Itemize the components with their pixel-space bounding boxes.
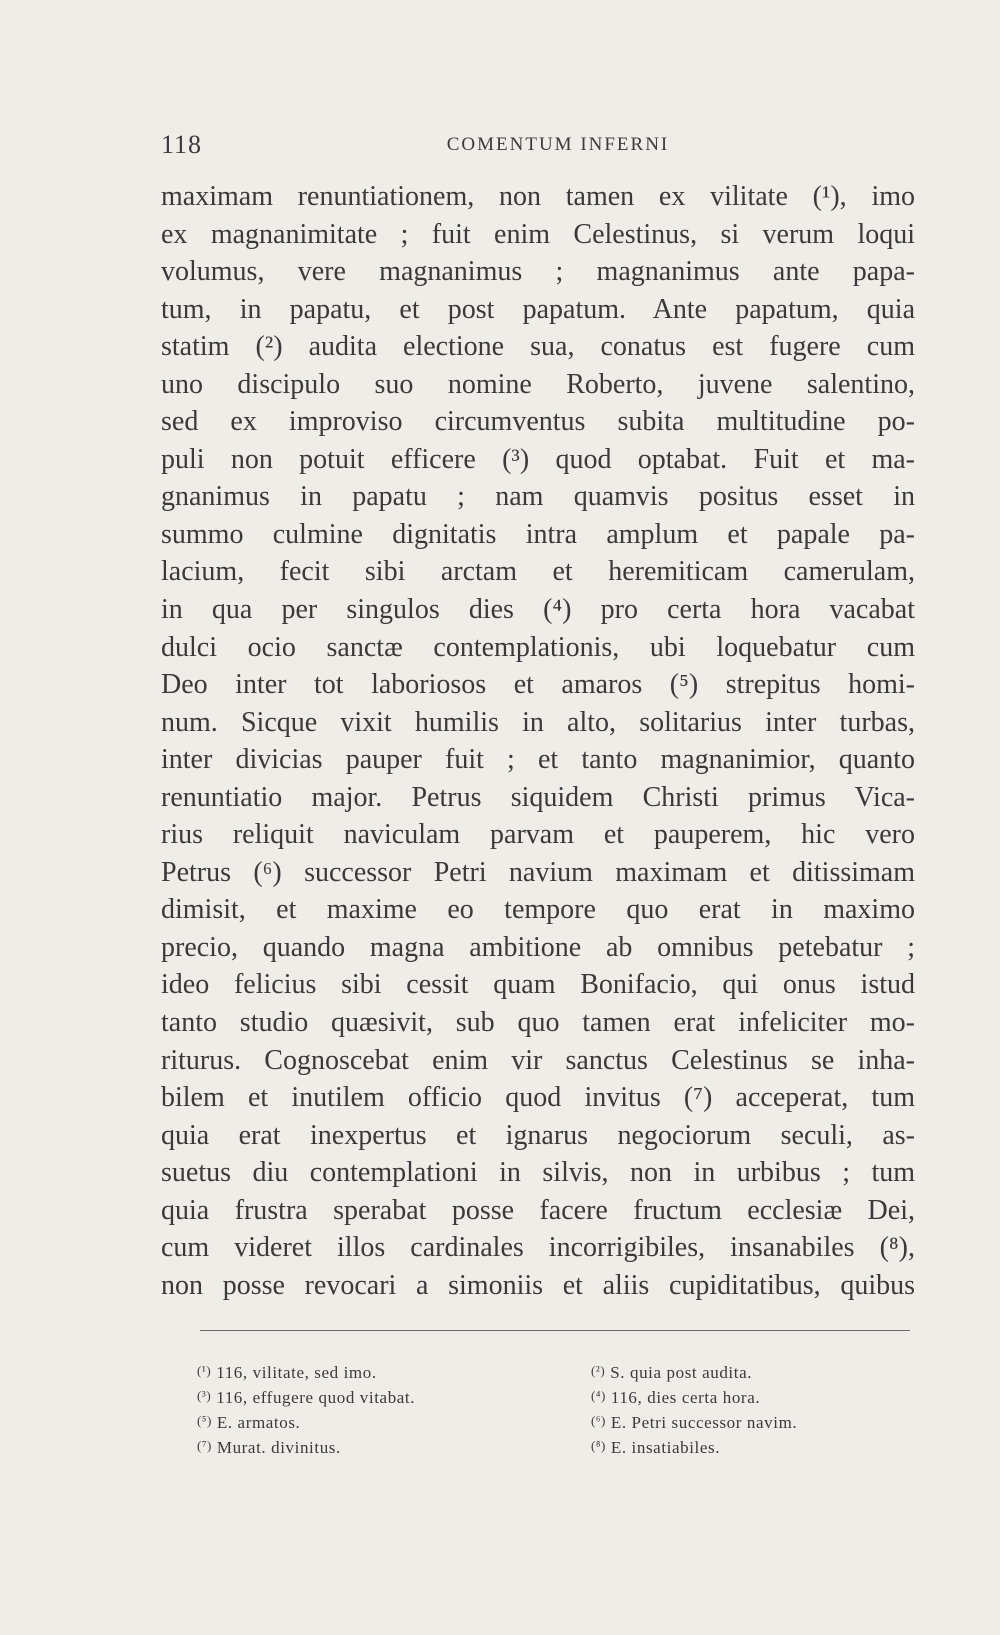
footnotes-right-column xyxy=(591,1358,931,1458)
footnote xyxy=(197,1408,537,1433)
text-line: rius reliquit naviculam parvam et pauperem, hic vero xyxy=(161,819,915,851)
text-line: dulci ocio sanctæ contemplationis, ubi loquebatur cum xyxy=(161,631,915,663)
text-line: tanto studio quæsivit, sub quo tamen erat infeliciter mo- xyxy=(161,1007,915,1039)
footnote xyxy=(591,1408,931,1433)
text-line: puli non potuit efficere (³) quod optabat. Fuit et ma- xyxy=(161,443,915,475)
text-line: Deo inter tot laboriosos et amaros (⁵) strepitus homi- xyxy=(161,669,915,701)
footnote-marker: (⁶) xyxy=(591,1413,606,1428)
text-line: gnanimus in papatu ; nam quamvis positus esset in xyxy=(161,481,915,513)
text-line: renuntiatio major. Petrus siquidem Christi primus Vica- xyxy=(161,781,915,813)
footnote-text: E. armatos. xyxy=(216,1413,301,1432)
text-line: quia frustra sperabat posse facere fructum ecclesiæ Dei, xyxy=(161,1194,915,1226)
footnote-marker: (⁵) xyxy=(197,1413,212,1428)
footnote-text: S. quia post audita. xyxy=(610,1363,753,1382)
text-line: suetus diu contemplationi in silvis, non in urbibus ; tum xyxy=(161,1157,915,1189)
text-line: ex magnanimitate ; fuit enim Celestinus, si verum loqui xyxy=(161,218,915,250)
running-title: COMENTUM INFERNI xyxy=(446,134,670,155)
body-text xyxy=(161,178,915,1304)
text-line: num. Sicque vixit humilis in alto, solitarius inter turbas, xyxy=(161,706,915,738)
text-line: Petrus (⁶) successor Petri navium maximam et ditissimam xyxy=(161,856,915,888)
text-line: riturus. Cognoscebat enim vir sanctus Celestinus se inha- xyxy=(161,1044,915,1076)
text-line: bilem et inutilem officio quod invitus (⁷) acceperat, tum xyxy=(161,1082,915,1114)
text-line: ideo felicius sibi cessit quam Bonifacio, qui onus istud xyxy=(161,969,915,1001)
text-line: in qua per singulos dies (⁴) pro certa hora vacabat xyxy=(161,594,915,626)
footnote xyxy=(591,1433,931,1458)
text-line: volumus, vere magnanimus ; magnanimus ante papa- xyxy=(161,256,915,288)
text-line: quia erat inexpertus et ignarus negociorum seculi, as- xyxy=(161,1119,915,1151)
text-line: inter divicias pauper fuit ; et tanto magnanimior, quanto xyxy=(161,744,915,776)
text-line: lacium, fecit sibi arctam et heremiticam camerulam, xyxy=(161,556,915,588)
footnote-divider xyxy=(200,1330,910,1331)
text-line: uno discipulo suo nomine Roberto, juvene salentino, xyxy=(161,368,915,400)
footnote-marker: (⁸) xyxy=(591,1438,606,1453)
text-line: precio, quando magna ambitione ab omnibus petebatur ; xyxy=(161,931,915,963)
footnote xyxy=(197,1433,537,1458)
page-header xyxy=(161,130,915,166)
text-line: maximam renuntiationem, non tamen ex vilitate (¹), imo xyxy=(161,181,915,212)
page-number: 118 xyxy=(161,130,203,159)
footnote-marker: (⁴) xyxy=(591,1388,606,1403)
footnotes-left-column xyxy=(197,1358,537,1458)
text-line: cum videret illos cardinales incorrigibiles, insanabiles (⁸), xyxy=(161,1232,915,1264)
footnote xyxy=(197,1383,537,1408)
text-line: dimisit, et maxime eo tempore quo erat in maximo xyxy=(161,894,915,926)
footnote-text: 116, dies certa hora. xyxy=(610,1388,761,1407)
footnote xyxy=(591,1358,931,1383)
footnote xyxy=(591,1383,931,1408)
text-line: statim (²) audita electione sua, conatus est fugere cum xyxy=(161,331,915,363)
text-line: summo culmine dignitatis intra amplum et papale pa- xyxy=(161,518,915,550)
footnote xyxy=(197,1358,537,1383)
footnote-text: E. insatiabiles. xyxy=(610,1438,721,1457)
footnote-text: 116, vilitate, sed imo. xyxy=(216,1363,377,1382)
footnote-text: 116, effugere quod vitabat. xyxy=(216,1388,416,1407)
text-line: tum, in papatu, et post papatum. Ante papatum, quia xyxy=(161,293,915,325)
footnote-text: Murat. divinitus. xyxy=(216,1438,341,1457)
footnote-marker: (¹) xyxy=(197,1363,212,1378)
text-line: non posse revocari a simoniis et aliis cupiditatibus, quibus xyxy=(161,1269,915,1301)
footnote-marker: (²) xyxy=(591,1363,606,1378)
text-line: sed ex improviso circumventus subita multitudine po- xyxy=(161,406,915,438)
footnote-text: E. Petri successor navim. xyxy=(610,1413,798,1432)
footnote-marker: (⁷) xyxy=(197,1438,212,1453)
footnote-marker: (³) xyxy=(197,1388,212,1403)
